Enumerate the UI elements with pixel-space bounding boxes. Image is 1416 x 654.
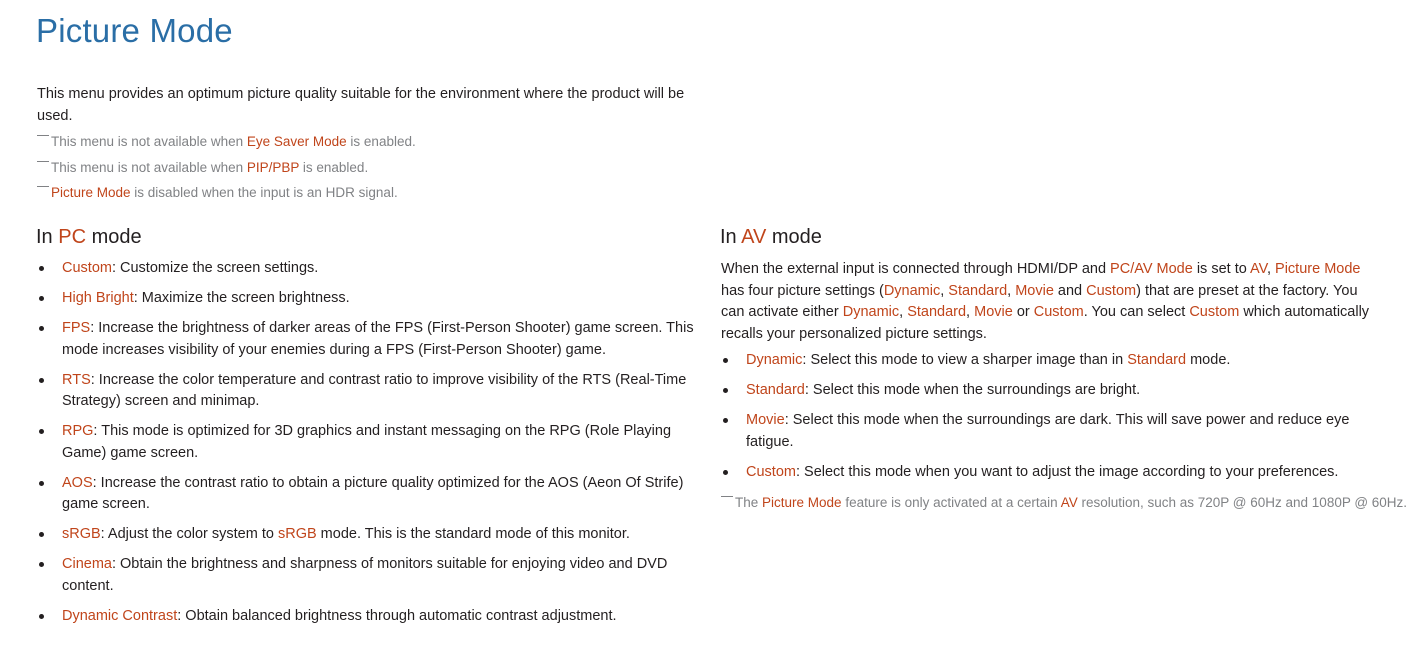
description: mode. [1186,352,1231,368]
term: PC/AV Mode [1110,261,1193,277]
note-eye-saver: This menu is not available when Eye Saver Mode is enabled. [37,133,416,151]
term: Custom [1086,282,1137,299]
pc-item-custom [37,258,697,280]
link-picture-mode: Picture Mode [51,185,131,200]
note-hdr: Picture Mode is disabled when the input is an HDR signal. [37,184,398,202]
text-run: or [1012,304,1034,320]
description: : Select this mode when you want to adjust the image according to your preferences. [795,463,1339,480]
note-pip-pbp: This menu is not available when PIP/PBP is enabled. [37,159,368,177]
term: Movie [974,304,1013,320]
description: : Adjust the color system to [100,526,278,542]
intro-paragraph: This menu provides an optimum picture quality suitable for the environment where the product will be used. [37,86,685,124]
term: Dynamic [746,352,803,368]
term: Custom [1189,304,1240,320]
term: Movie [746,412,785,428]
av-item-movie [721,410,1361,453]
term: Custom [62,260,112,276]
bullet-icon [723,388,728,393]
description: : Increase the brightness of darker areas of the FPS (First-Person Shooter) game screen. This mode increases visibility of your enemies during a FPS (First-Person Shooter) game. [62,320,694,358]
link-pip-pbp: PIP/PBP [246,160,300,175]
term: Custom [746,463,796,480]
pc-item-rpg [37,421,697,464]
term: Dynamic Contrast [62,607,178,624]
text-run: ) that are preset at the factory. You can activate either [721,282,1358,320]
term: sRGB [277,526,317,542]
bullet-icon [39,429,44,434]
description: : Select this mode when the surroundings are bright. [804,382,1141,398]
bullet-icon [39,326,44,331]
pc-item-dynamic-contrast [37,606,697,628]
text-run: , [899,304,908,320]
link-eye-saver-mode: Eye Saver Mode [246,134,347,149]
term: Standard [746,382,805,398]
term: FPS [62,320,91,336]
pc-item-rts [37,370,697,413]
term: RTS [62,371,91,388]
text-run: and [1053,282,1087,299]
term: Dynamic [883,282,941,299]
term: Picture Mode [1275,261,1361,277]
text-run: When the external input is connected through HDMI/DP and [721,261,1111,277]
note-dash-icon [37,135,49,146]
description: : Maximize the screen brightness. [133,290,350,306]
description: : Obtain balanced brightness through automatic contrast adjustment. [177,607,617,624]
pc-item-fps [37,318,697,361]
bullet-icon [39,562,44,567]
pc-item-aos [37,473,697,516]
av-item-standard [721,380,1361,402]
term: Standard [1127,352,1187,368]
term: AOS [62,474,93,491]
pc-item-srgb [37,524,697,546]
av-item-custom [721,462,1361,484]
av-note: The Picture Mode feature is only activated at a certain AV resolution, such as 720P @ 60Hz and 1080P @ 60Hz. [721,494,1407,512]
description: mode. This is the standard mode of this monitor. [316,526,630,542]
bullet-icon [39,266,44,271]
term: Standard [948,282,1008,299]
description: : Select this mode when the surroundings are dark. This will save power and reduce eye fatigue. [746,412,1350,450]
av-item-dynamic [721,350,1361,372]
term: Movie [1015,282,1054,299]
text-run: is set to [1192,261,1251,277]
av-description [721,259,1381,345]
pc-item-high-bright [37,288,697,310]
term: RPG [62,423,94,439]
note-dash-icon [37,161,49,172]
description: : Obtain the brightness and sharpness of monitors suitable for enjoying video and DVD content. [62,556,668,594]
term: Custom [1033,304,1084,320]
bullet-icon [39,481,44,486]
text-run: , [940,282,949,299]
bullet-icon [39,378,44,383]
bullet-icon [39,296,44,301]
bullet-icon [723,418,728,423]
term: AV [1250,261,1267,277]
description: : This mode is optimized for 3D graphics and instant messaging on the RPG (Role Playing Game) game screen. [62,423,672,461]
pc-item-cinema [37,554,697,597]
page-title: Picture Mode [36,12,233,49]
bullet-icon [723,358,728,363]
description: : Increase the color temperature and contrast ratio to improve visibility of the RTS (Real-Time Strategy) screen and minimap. [62,371,687,409]
text-run: which automatically recalls your personalized picture settings. [721,304,1370,342]
pc-mode-list [37,258,697,636]
description: : Increase the contrast ratio to obtain a picture quality optimized for the AOS (Aeon Of Strife) game screen. [62,474,684,512]
note-dash-icon [37,186,49,197]
description: : Select this mode to view a sharper image than in [802,352,1128,368]
term: Dynamic [842,304,900,320]
term: Standard [907,304,967,320]
text-run: , [1266,261,1276,277]
text-run: has four picture settings ( [721,282,884,299]
pc-section-title: In PC mode [36,226,142,248]
text-run: . You can select [1083,304,1190,320]
description: : Customize the screen settings. [111,260,319,276]
term: Cinema [62,556,112,572]
text-run: , [1007,282,1016,299]
bullet-icon [723,470,728,475]
term: sRGB [62,526,101,542]
term: High Bright [62,290,134,306]
bullet-icon [39,614,44,619]
text-run: , [966,304,975,320]
bullet-icon [39,532,44,537]
av-section-title: In AV mode [720,226,822,248]
av-mode-list [721,350,1361,492]
note-dash-icon [721,496,733,507]
